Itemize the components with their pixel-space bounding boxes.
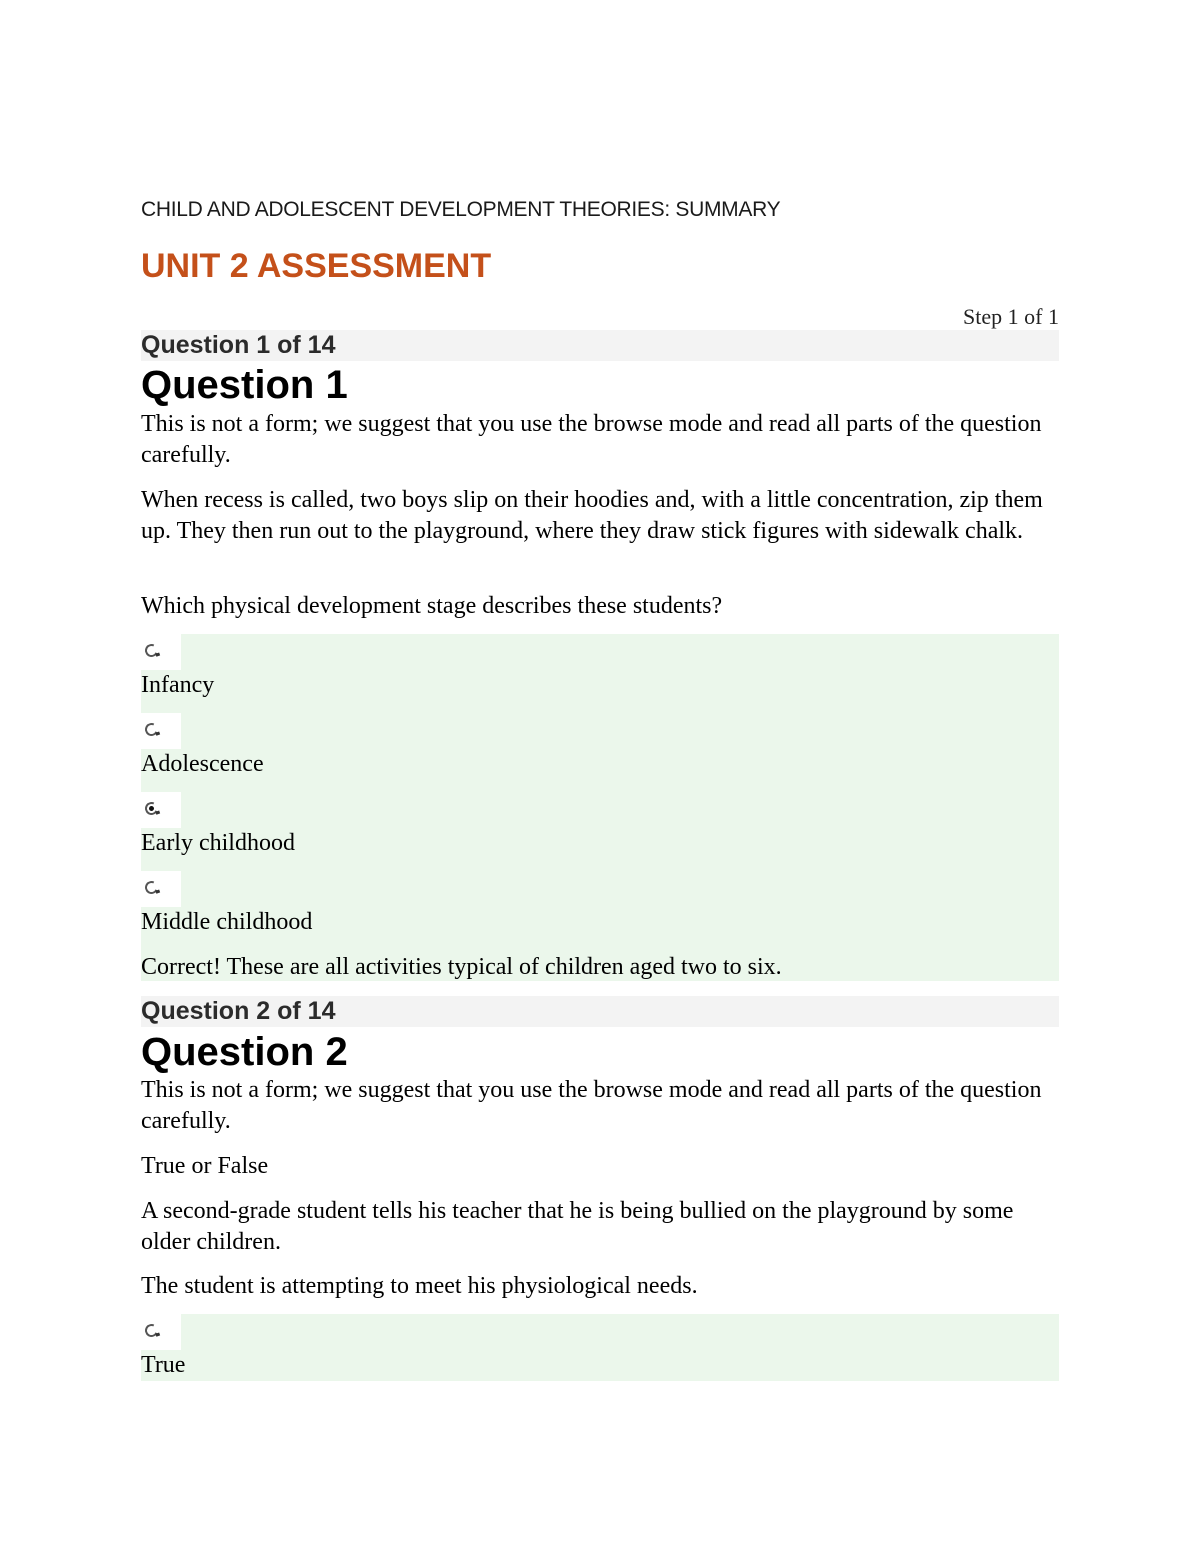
option-infancy-label: Infancy <box>141 672 215 698</box>
option-adolescence-label: Adolescence <box>141 751 264 777</box>
question-2-statement: The student is attempting to meet his physiological needs. <box>141 1273 698 1299</box>
question-2-answers <box>141 1314 1059 1381</box>
radio-unselected-icon <box>143 1322 160 1339</box>
option-early-childhood-label: Early childhood <box>141 830 295 856</box>
step-indicator: Step 1 of 1 <box>963 304 1059 329</box>
unit-title: UNIT 2 ASSESSMENT <box>141 247 492 285</box>
question-2-type-label: True or False <box>141 1153 269 1179</box>
question-1-prompt: Which physical development stage describes these students? <box>141 593 723 619</box>
option-infancy-radio[interactable] <box>141 634 181 670</box>
radio-unselected-icon <box>143 721 160 738</box>
option-true-radio[interactable] <box>141 1314 181 1350</box>
option-middle-childhood-label: Middle childhood <box>141 909 313 935</box>
question-2-instructions: This is not a form; we suggest that you use the browse mode and read all parts of the question carefully. <box>141 1077 1042 1134</box>
question-1-counter: Question 1 of 14 <box>141 330 1059 361</box>
question-1-scenario: When recess is called, two boys slip on their hoodies and, with a little concentration, zip them up. They then run out to the playground, where they draw stick figures with sidewalk chalk. <box>141 487 1043 544</box>
radio-selected-icon <box>143 800 160 817</box>
option-true-label: True <box>141 1352 186 1378</box>
document-title: CHILD AND ADOLESCENT DEVELOPMENT THEORIES: SUMMARY <box>141 198 781 221</box>
question-1-answers <box>141 634 1059 981</box>
question-2-scenario: A second-grade student tells his teacher that he is being bullied on the playground by some older children. <box>141 1198 1014 1255</box>
question-1-instructions: This is not a form; we suggest that you use the browse mode and read all parts of the question carefully. <box>141 411 1042 468</box>
question-1-heading: Question 1 <box>141 363 348 407</box>
question-2-counter: Question 2 of 14 <box>141 996 1059 1027</box>
question-2-heading: Question 2 <box>141 1030 348 1074</box>
option-adolescence-radio[interactable] <box>141 713 181 749</box>
question-1-feedback: Correct! These are all activities typical of children aged two to six. <box>141 954 782 980</box>
option-middle-childhood-radio[interactable] <box>141 871 181 907</box>
option-early-childhood-radio[interactable] <box>141 792 181 828</box>
radio-unselected-icon <box>143 879 160 896</box>
radio-unselected-icon <box>143 642 160 659</box>
